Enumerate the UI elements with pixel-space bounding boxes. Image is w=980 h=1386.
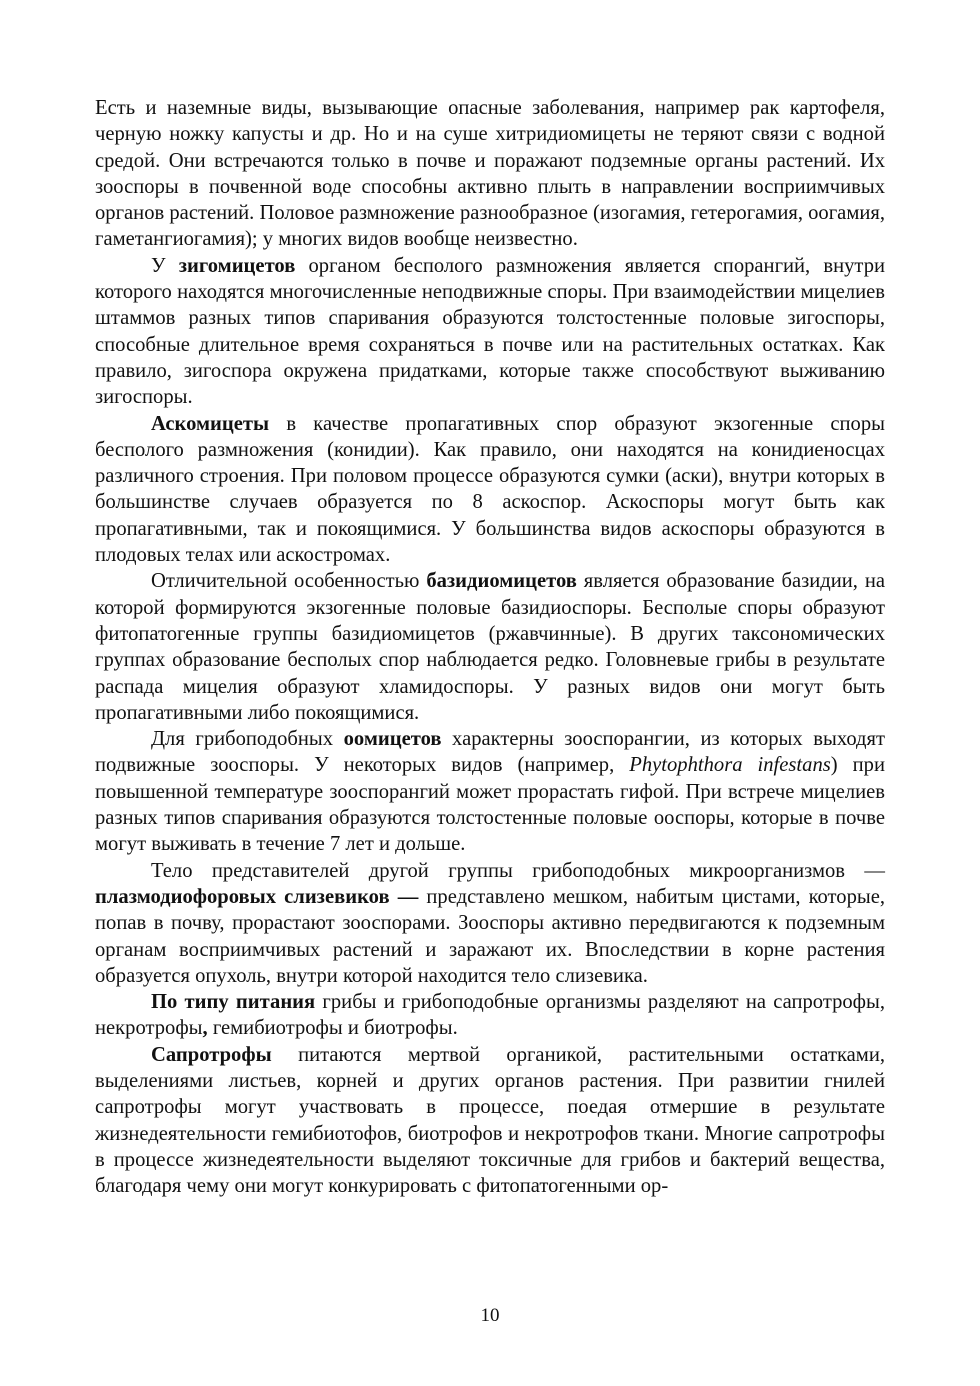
paragraph <box>95 411 885 569</box>
paragraph <box>95 568 885 726</box>
text-run: У <box>151 254 179 277</box>
text-run: органом бесполого размножения является спорангий, внутри которого находятся многочисленные неподвижные споры. При взаимодействии мицелиев штаммов разных типов спаривания образуются толстостенные половые зигоспоры, способные длительное время сохраняться в почве или на растительных остатках. Как правило, зигоспора окружена придатками, которые также способствуют выживанию зигоспоры. <box>95 254 886 409</box>
text-run: Есть и наземные виды, вызывающие опасные заболевания, например рак картофеля, черную ножку капусты и др. Но и на суше хитридиомицеты не теряют связи с водной средой. Они встречаются только в почве и поражают подземные органы растений. Их зооспоры в почвенной воде способны активно плыть в направлении восприимчивых органов растений. Половое размножение разнообразное (изогамия, гетерогамия, оогамия, гаметангиогамия); у многих видов вообще неизвестно. <box>95 97 885 251</box>
paragraph <box>95 858 885 989</box>
paragraph <box>95 1042 885 1200</box>
paragraph <box>95 989 885 1042</box>
bold-term: оомицетов <box>343 728 442 751</box>
bold-term: плазмодиофоровых слизевиков — <box>95 885 419 908</box>
bold-term: зигомицетов <box>178 254 296 277</box>
paragraph <box>95 95 885 253</box>
body-text <box>95 95 885 1199</box>
text-run: является образование базидии, на которой формируются экзогенные половые базидиоспоры. Бесполые споры образуют фитопатогенные группы базидиомицетов (ржавчинные). В других таксономических группах образование бесполых спор наблюдается редко. Головневые грибы в результате распада мицелия образуют хламидоспоры. У разных видов они могут быть пропагативными либо покоящимися. <box>95 570 885 724</box>
bold-term: , <box>202 1017 208 1040</box>
page-number: 10 <box>480 1305 500 1326</box>
text-run: питаются мертвой органикой, растительными остатками, выделениями листьев, корней и других органов растения. При развитии гнилей сапротрофы могут участвовать в процессе, поедая отмершие в результате жизнедеятельности гемибиотофов, биотрофов и некротрофов ткани. Многие сапротрофы в процессе жизнедеятельности выделяют токсичные для грибов и бактерий вещества, благодаря чему они могут конкурировать с фитопатогенными ор- <box>95 1043 885 1198</box>
text-run: Отличительной особенностью <box>151 570 427 593</box>
bold-term: По типу питания <box>151 991 316 1014</box>
text-run: представлено мешком, набитым цистами, которые, попав в почву, прорастают зооспорами. Зооспоры активно передвигаются к подземным органам восприимчивых растений и заражают их. Впоследствии в корне растения образуется опухоль, внутри которой находится тело слизевика. <box>95 885 886 987</box>
text-run: в качестве пропагативных спор образуют экзогенные споры бесполого размножения (конидии). Как правило, они находятся на конидиеносцах различного строения. При половом процессе образуются сумки (аски), внутри которых в большинстве случаев образуется по 8 аскоспор. Аскоспоры могут быть как пропагативными, так и покоящимися. У большинства видов аскоспоры образуются в плодовых телах или аскостромах. <box>95 412 885 567</box>
paragraph <box>95 726 885 857</box>
text-run: грибы и грибоподобные организмы разделяют на сапротрофы, некротрофы <box>95 991 885 1040</box>
bold-term: базидиомицетов <box>426 570 577 593</box>
bold-term: Аскомицеты <box>151 412 270 435</box>
italic-term: Phytophthora infestans <box>629 754 831 777</box>
text-run: характерны зооспорангии, из которых выходят подвижные зооспоры. У некоторых видов (например, <box>95 728 885 777</box>
text-run: ) при повышенной температуре зооспорангий может прорастать гифой. При встрече мицелиев разных типов спаривания образуются толстостенные половые ооспоры, которые в почве могут выживать в течение 7 лет и дольше. <box>95 754 885 856</box>
text-run: Для грибоподобных <box>151 728 344 751</box>
text-run: гемибиотрофы и биотрофы. <box>207 1017 458 1040</box>
paragraph <box>95 253 885 411</box>
text-run: Тело представителей другой группы грибоподобных микроорганизмов — <box>151 859 885 882</box>
bold-term: Сапротрофы <box>151 1043 272 1066</box>
